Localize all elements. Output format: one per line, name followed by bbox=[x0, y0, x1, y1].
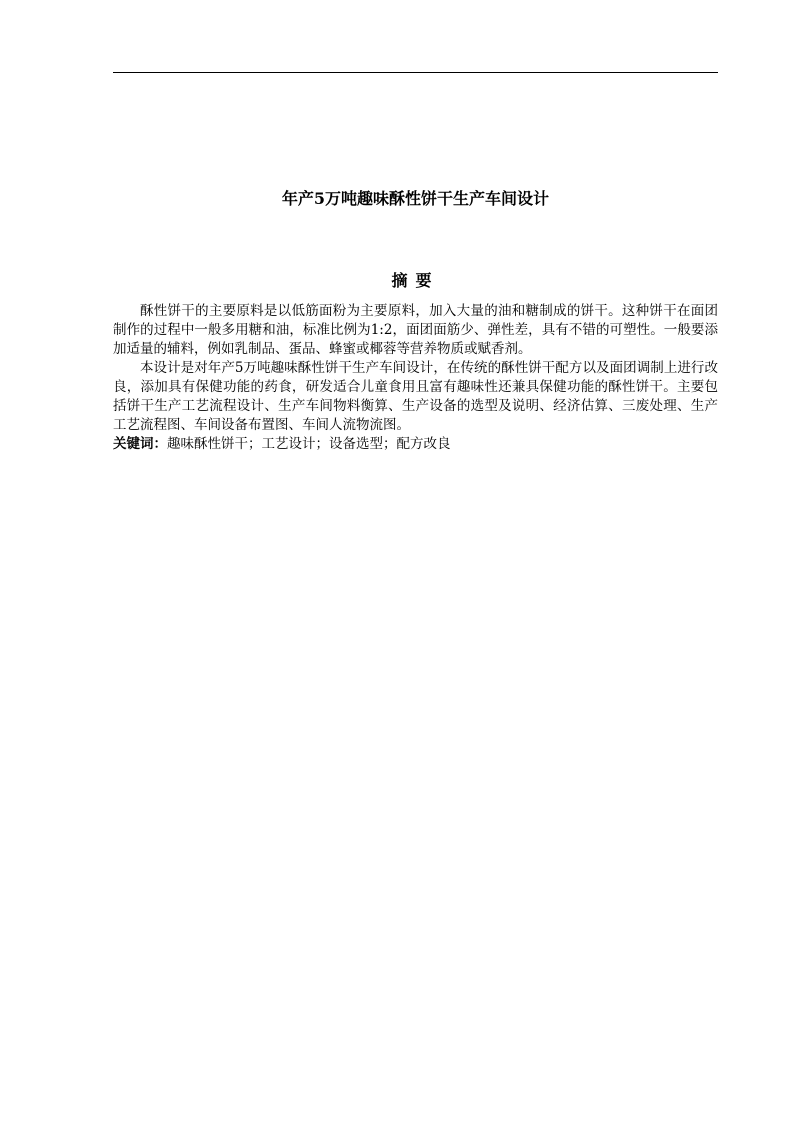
abstract-heading: 摘要 bbox=[391, 271, 440, 290]
abstract-body bbox=[113, 302, 718, 454]
keywords-label: 关键词： bbox=[113, 436, 167, 452]
header-rule bbox=[113, 72, 718, 73]
document-title: 年产5万吨趣味酥性饼干生产车间设计 bbox=[281, 189, 550, 208]
abstract-paragraph-2: 本设计是对年产5万吨趣味酥性饼干生产车间设计，在传统的酥性饼干配方以及面团调制上进行改良，添加具有保健功能的药食，研发适合儿童食用且富有趣味性还兼具保健功能的酥性饼干。主要包括饼干生产工艺流程设计、生产车间物料衡算、生产设备的选型及说明、经济估算、三废处理、生产工艺流程图、车间设备布置图、车间人流物流图。 bbox=[113, 360, 718, 433]
keywords-value: 趣味酥性饼干；工艺设计；设备选型；配方改良 bbox=[167, 436, 451, 452]
abstract-paragraph-1: 酥性饼干的主要原料是以低筋面粉为主要原料，加入大量的油和糖制成的饼干。这种饼干在面团制作的过程中一般多用糖和油，标准比例为1:2，面团面筋少、弹性差，具有不错的可塑性。一般要添加适量的辅料，例如乳制品、蛋品、蜂蜜或椰蓉等营养物质或赋香剂。 bbox=[113, 303, 718, 357]
keywords-line bbox=[113, 435, 718, 454]
